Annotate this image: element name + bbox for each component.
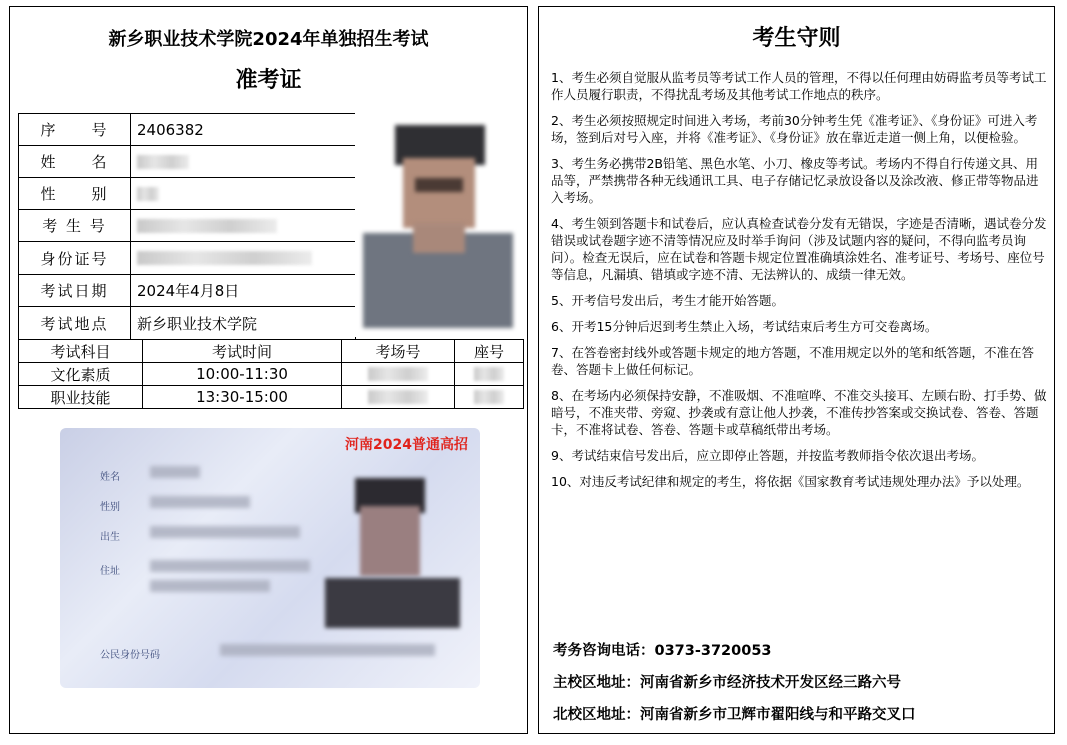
label-seq: 序 号 <box>18 113 131 146</box>
header-subject: 考试科目 <box>18 339 143 363</box>
label-gender: 性 别 <box>18 177 131 210</box>
id-label-number: 公民身份号码 <box>100 650 160 661</box>
value-id-no <box>130 241 356 275</box>
main-campus-address: 主校区地址：河南省新乡市经济技术开发区经三路六号 <box>553 675 901 691</box>
row2-subject: 职业技能 <box>18 385 143 409</box>
id-label-gender: 性别 <box>100 502 120 513</box>
header-time: 考试时间 <box>142 339 342 363</box>
value-seq: 2406382 <box>130 113 356 146</box>
value-exam-place: 新乡职业技术学院 <box>130 306 356 340</box>
header-seat: 座号 <box>454 339 524 363</box>
rule-item: 10、对违反考试纪律和规定的考生，将依据《国家教育考试违规处理办法》予以处理。 <box>551 474 1030 489</box>
rule-item: 1、考生必须自觉服从监考员等考试工作人员的管理，不得以任何理由妨碍监考员等考试工作人员履行职责，不得扰乱考场及其他考试工作地点的秩序。 <box>551 70 1047 102</box>
value-exam-date: 2024年4月8日 <box>130 274 356 307</box>
value-candidate-no <box>130 209 356 242</box>
redacted-candidate-no <box>137 219 277 233</box>
value-name <box>130 145 356 178</box>
row1-time: 10:00-11:30 <box>142 362 342 386</box>
row1-seat <box>454 362 524 386</box>
id-label-address: 住址 <box>100 566 120 577</box>
rules-title: 考生守则 <box>752 26 841 51</box>
exam-rules-panel <box>538 6 1055 734</box>
value-gender <box>130 177 356 210</box>
label-candidate-no: 考 生 号 <box>18 209 131 242</box>
rule-item: 6、开考15分钟后迟到考生禁止入场，考试结束后考生方可交卷离场。 <box>551 319 938 334</box>
exam-title: 新乡职业技术学院2024年单独招生考试 <box>108 29 429 50</box>
row2-room <box>341 385 455 409</box>
phone-contact: 考务咨询电话：0373-3720053 <box>553 643 772 659</box>
id-label-birth: 出生 <box>100 532 120 543</box>
gaokao-stamp: 河南2024普通高招 <box>345 437 468 453</box>
id-label-name: 姓名 <box>100 472 120 483</box>
label-id-no: 身份证号 <box>18 241 131 275</box>
redacted-seat-2 <box>474 390 504 404</box>
row1-room <box>341 362 455 386</box>
rule-item: 3、考生务必携带2B铅笔、黑色水笔、小刀、橡皮等考试。考场内不得自行传递文具、用品等，严禁携带各种无线通讯工具、电子存储记忆录放设备以及涂改液、修正带等物品进入考场。 <box>551 156 1039 205</box>
row2-seat <box>454 385 524 409</box>
rule-item: 7、在答卷密封线外或答题卡规定的地方答题，不准用规定以外的笔和纸答题，不准在答卷、答题卡上做任何标记。 <box>551 345 1034 377</box>
redacted-name <box>137 155 189 169</box>
redacted-seat <box>474 367 504 381</box>
rule-item: 5、开考信号发出后，考生才能开始答题。 <box>551 293 784 308</box>
admission-ticket <box>9 6 528 734</box>
redacted-room <box>368 367 428 381</box>
id-card-photo <box>60 428 480 688</box>
rule-item: 4、考生领到答题卡和试卷后，应认真检查试卷分发有无错误，字迹是否清晰，遇试卷分发错误或试卷题字迹不清等情况应及时举手询问（涉及试题内容的疑问，不得向监考员询问）。检查无误后，应在试卷和答题卡规定位置准确填涂姓名、准考证号、考场号、座位号等信息，凡漏填、错填或字迹不清、无法辨认的、成绩一律无效。 <box>551 216 1047 282</box>
rule-item: 8、在考场内必须保持安静，不准吸烟、不准喧哗、不准交头接耳、左顾右盼、打手势、做暗号，不准夹带、旁窥、抄袭或有意让他人抄袭，不准传抄答案或交换试卷、答卷、答题卡，不准将试卷、答卷、答题卡或草稿纸带出考场。 <box>551 388 1047 437</box>
redacted-room-2 <box>368 390 428 404</box>
header-room: 考场号 <box>341 339 455 363</box>
label-exam-place: 考试地点 <box>18 306 131 340</box>
rules-list <box>551 69 1047 499</box>
rule-item: 2、考生必须按照规定时间进入考场，考前30分钟考生凭《准考证》、《身份证》可进入考场，签到后对号入座，并将《准考证》、《身份证》放在靠近走道一侧上角，以便检验。 <box>551 113 1038 145</box>
north-campus-address: 北校区地址：河南省新乡市卫辉市翟阳线与和平路交叉口 <box>553 707 916 723</box>
redacted-id-no <box>137 251 312 265</box>
ticket-title: 准考证 <box>235 68 302 93</box>
redacted-gender <box>137 187 159 201</box>
label-exam-date: 考试日期 <box>18 274 131 307</box>
rule-item: 9、考试结束信号发出后，应立即停止答题，并按监考教师指令依次退出考场。 <box>551 448 984 463</box>
row2-time: 13:30-15:00 <box>142 385 342 409</box>
candidate-photo <box>355 113 523 337</box>
row1-subject: 文化素质 <box>18 362 143 386</box>
label-name: 姓 名 <box>18 145 131 178</box>
